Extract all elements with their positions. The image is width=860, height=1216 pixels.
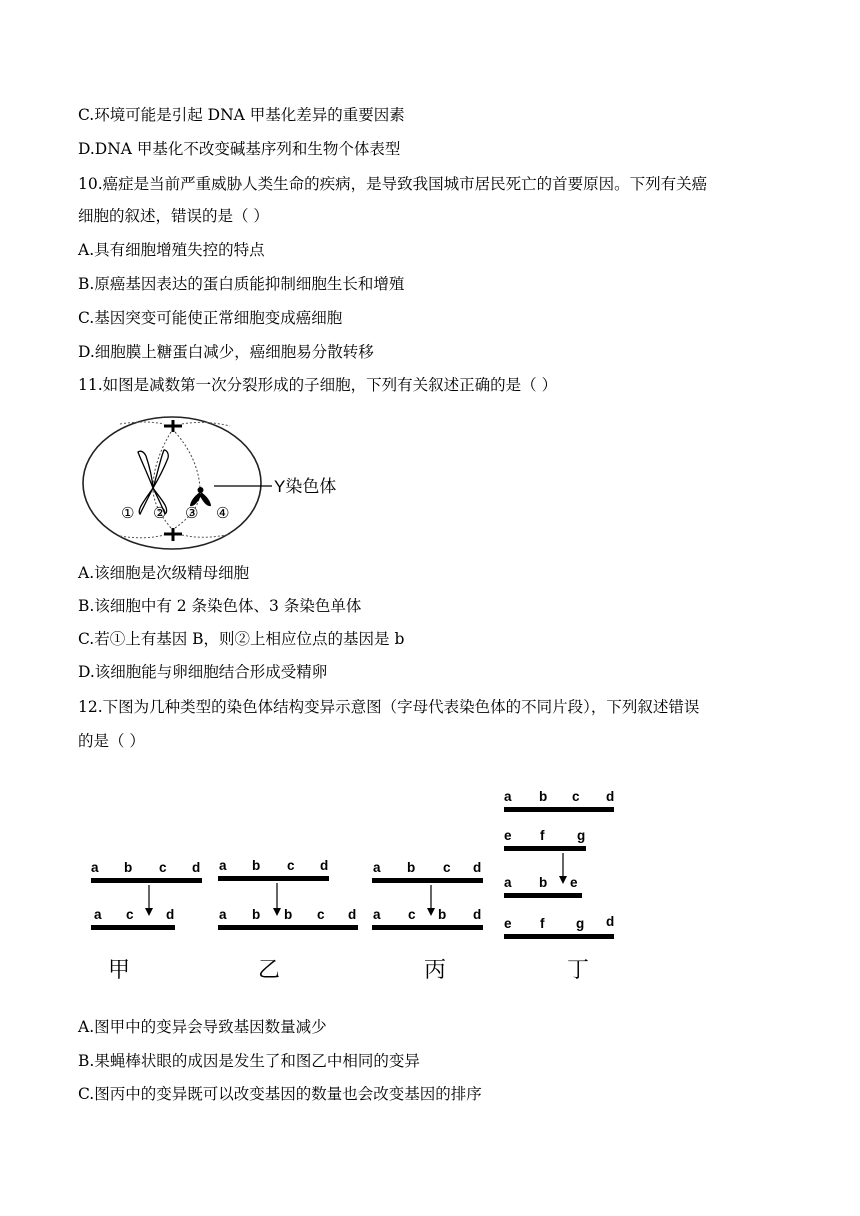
chromosome-bar (91, 925, 175, 930)
chromosome-bar (91, 878, 202, 883)
segment-label: a (373, 907, 381, 922)
question-10-stem-line2: 细胞的叙述，错误的是（ ） (78, 207, 269, 225)
chromosome-bar (504, 807, 614, 812)
chromosome-bar (218, 876, 329, 881)
segment-label: d (473, 860, 482, 875)
segment-label: d (606, 914, 615, 929)
option-10c: C.基因突变可能使正常细胞变成癌细胞 (78, 309, 343, 327)
segment-label: e (504, 916, 512, 931)
segment-label: a (504, 789, 512, 804)
chromatid-number-3: ③ (185, 505, 199, 522)
panel-label-bing: 丙 (424, 957, 447, 982)
chromosome-bar (372, 925, 483, 930)
chromatid-number-1: ① (121, 505, 135, 522)
cell-figure (80, 410, 380, 560)
panel-label-ding: 丁 (567, 957, 590, 982)
segment-label: b (539, 875, 548, 890)
segment-label: e (504, 828, 512, 843)
panel-jia (91, 860, 202, 982)
y-chromosome-label: Y染色体 (274, 477, 337, 496)
chromosome-bar (218, 925, 358, 930)
panel-label-yi: 乙 (258, 957, 281, 982)
segment-label: b (124, 860, 133, 875)
option-9d: D.DNA 甲基化不改变碱基序列和生物个体表型 (78, 140, 401, 158)
arrow-head (145, 908, 153, 916)
segment-label: d (606, 789, 615, 804)
segment-label: c (317, 907, 325, 922)
question-11-stem: 11.如图是减数第一次分裂形成的子细胞，下列有关叙述正确的是（ ） (78, 376, 558, 394)
y-chromosome (190, 487, 211, 506)
panel-yi (218, 858, 358, 982)
segment-label: f (540, 828, 545, 843)
segment-label: b (252, 907, 261, 922)
segment-label: e (570, 875, 578, 890)
segment-label: b (539, 789, 548, 804)
option-12c: C.图丙中的变异既可以改变基因的数量也会改变基因的排序 (78, 1085, 482, 1103)
segment-label: f (540, 916, 545, 931)
chromosome-bar (504, 934, 614, 939)
segment-label: g (576, 916, 585, 931)
arrow-head (273, 908, 281, 916)
segment-label: a (219, 858, 227, 873)
option-10d: D.细胞膜上糖蛋白减少，癌细胞易分散转移 (78, 343, 374, 361)
segment-label: a (91, 860, 99, 875)
option-11b: B.该细胞中有 2 条染色体、3 条染色单体 (78, 597, 362, 615)
chromosome-bar (504, 893, 582, 898)
segment-label: c (159, 860, 167, 875)
chromatid-number-4: ④ (216, 505, 230, 522)
segment-label: d (348, 907, 357, 922)
arrow-head (427, 908, 435, 916)
option-11c: C.若①上有基因 B，则②上相应位点的基因是 b (78, 630, 405, 648)
arrow-head (559, 876, 567, 884)
segment-label: c (443, 860, 451, 875)
chromosome-bar (504, 846, 586, 851)
centriole-top (164, 420, 182, 432)
option-11d: D.该细胞能与卵细胞结合形成受精卵 (78, 663, 328, 681)
option-12b: B.果蝇棒状眼的成因是发生了和图乙中相同的变异 (78, 1052, 420, 1070)
segment-label: d (166, 907, 175, 922)
option-10b: B.原癌基因表达的蛋白质能抑制细胞生长和增殖 (78, 275, 405, 293)
segment-label: b (407, 860, 416, 875)
segment-label: b (438, 907, 447, 922)
question-12-stem-line1: 12.下图为几种类型的染色体结构变异示意图（字母代表染色体的不同片段），下列叙述错误 (78, 698, 700, 716)
segment-label: a (504, 875, 512, 890)
segment-label: a (219, 907, 227, 922)
segment-label: b (284, 907, 293, 922)
segment-label: b (252, 858, 261, 873)
option-9c: C.环境可能是引起 DNA 甲基化差异的重要因素 (78, 106, 405, 124)
chromosome-variation-diagram (80, 780, 640, 990)
segment-label: d (192, 860, 201, 875)
option-10a: A.具有细胞增殖失控的特点 (78, 241, 265, 259)
panel-label-jia: 甲 (108, 957, 131, 982)
segment-label: c (408, 907, 416, 922)
segment-label: a (94, 907, 102, 922)
option-11a: A.该细胞是次级精母细胞 (78, 564, 250, 582)
chromosome-bar (372, 878, 483, 883)
chromosome-variation-figure (80, 780, 640, 990)
segment-label: c (126, 907, 134, 922)
panel-ding (504, 789, 614, 982)
segment-label: c (287, 858, 295, 873)
segment-label: c (572, 789, 580, 804)
question-12-stem-line2: 的是（ ） (78, 732, 145, 750)
segment-label: g (577, 828, 586, 843)
segment-label: d (473, 907, 482, 922)
segment-label: a (373, 860, 381, 875)
option-12a: A.图甲中的变异会导致基因数量减少 (78, 1018, 327, 1036)
panel-bing (372, 860, 483, 982)
question-10-stem-line1: 10.癌症是当前严重威胁人类生命的疾病，是导致我国城市居民死亡的首要原因。下列有关癌 (78, 175, 708, 193)
cell-diagram (80, 410, 380, 560)
centriole-bottom (164, 528, 182, 541)
chromatid-number-2: ② (153, 505, 167, 522)
segment-label: d (320, 858, 329, 873)
